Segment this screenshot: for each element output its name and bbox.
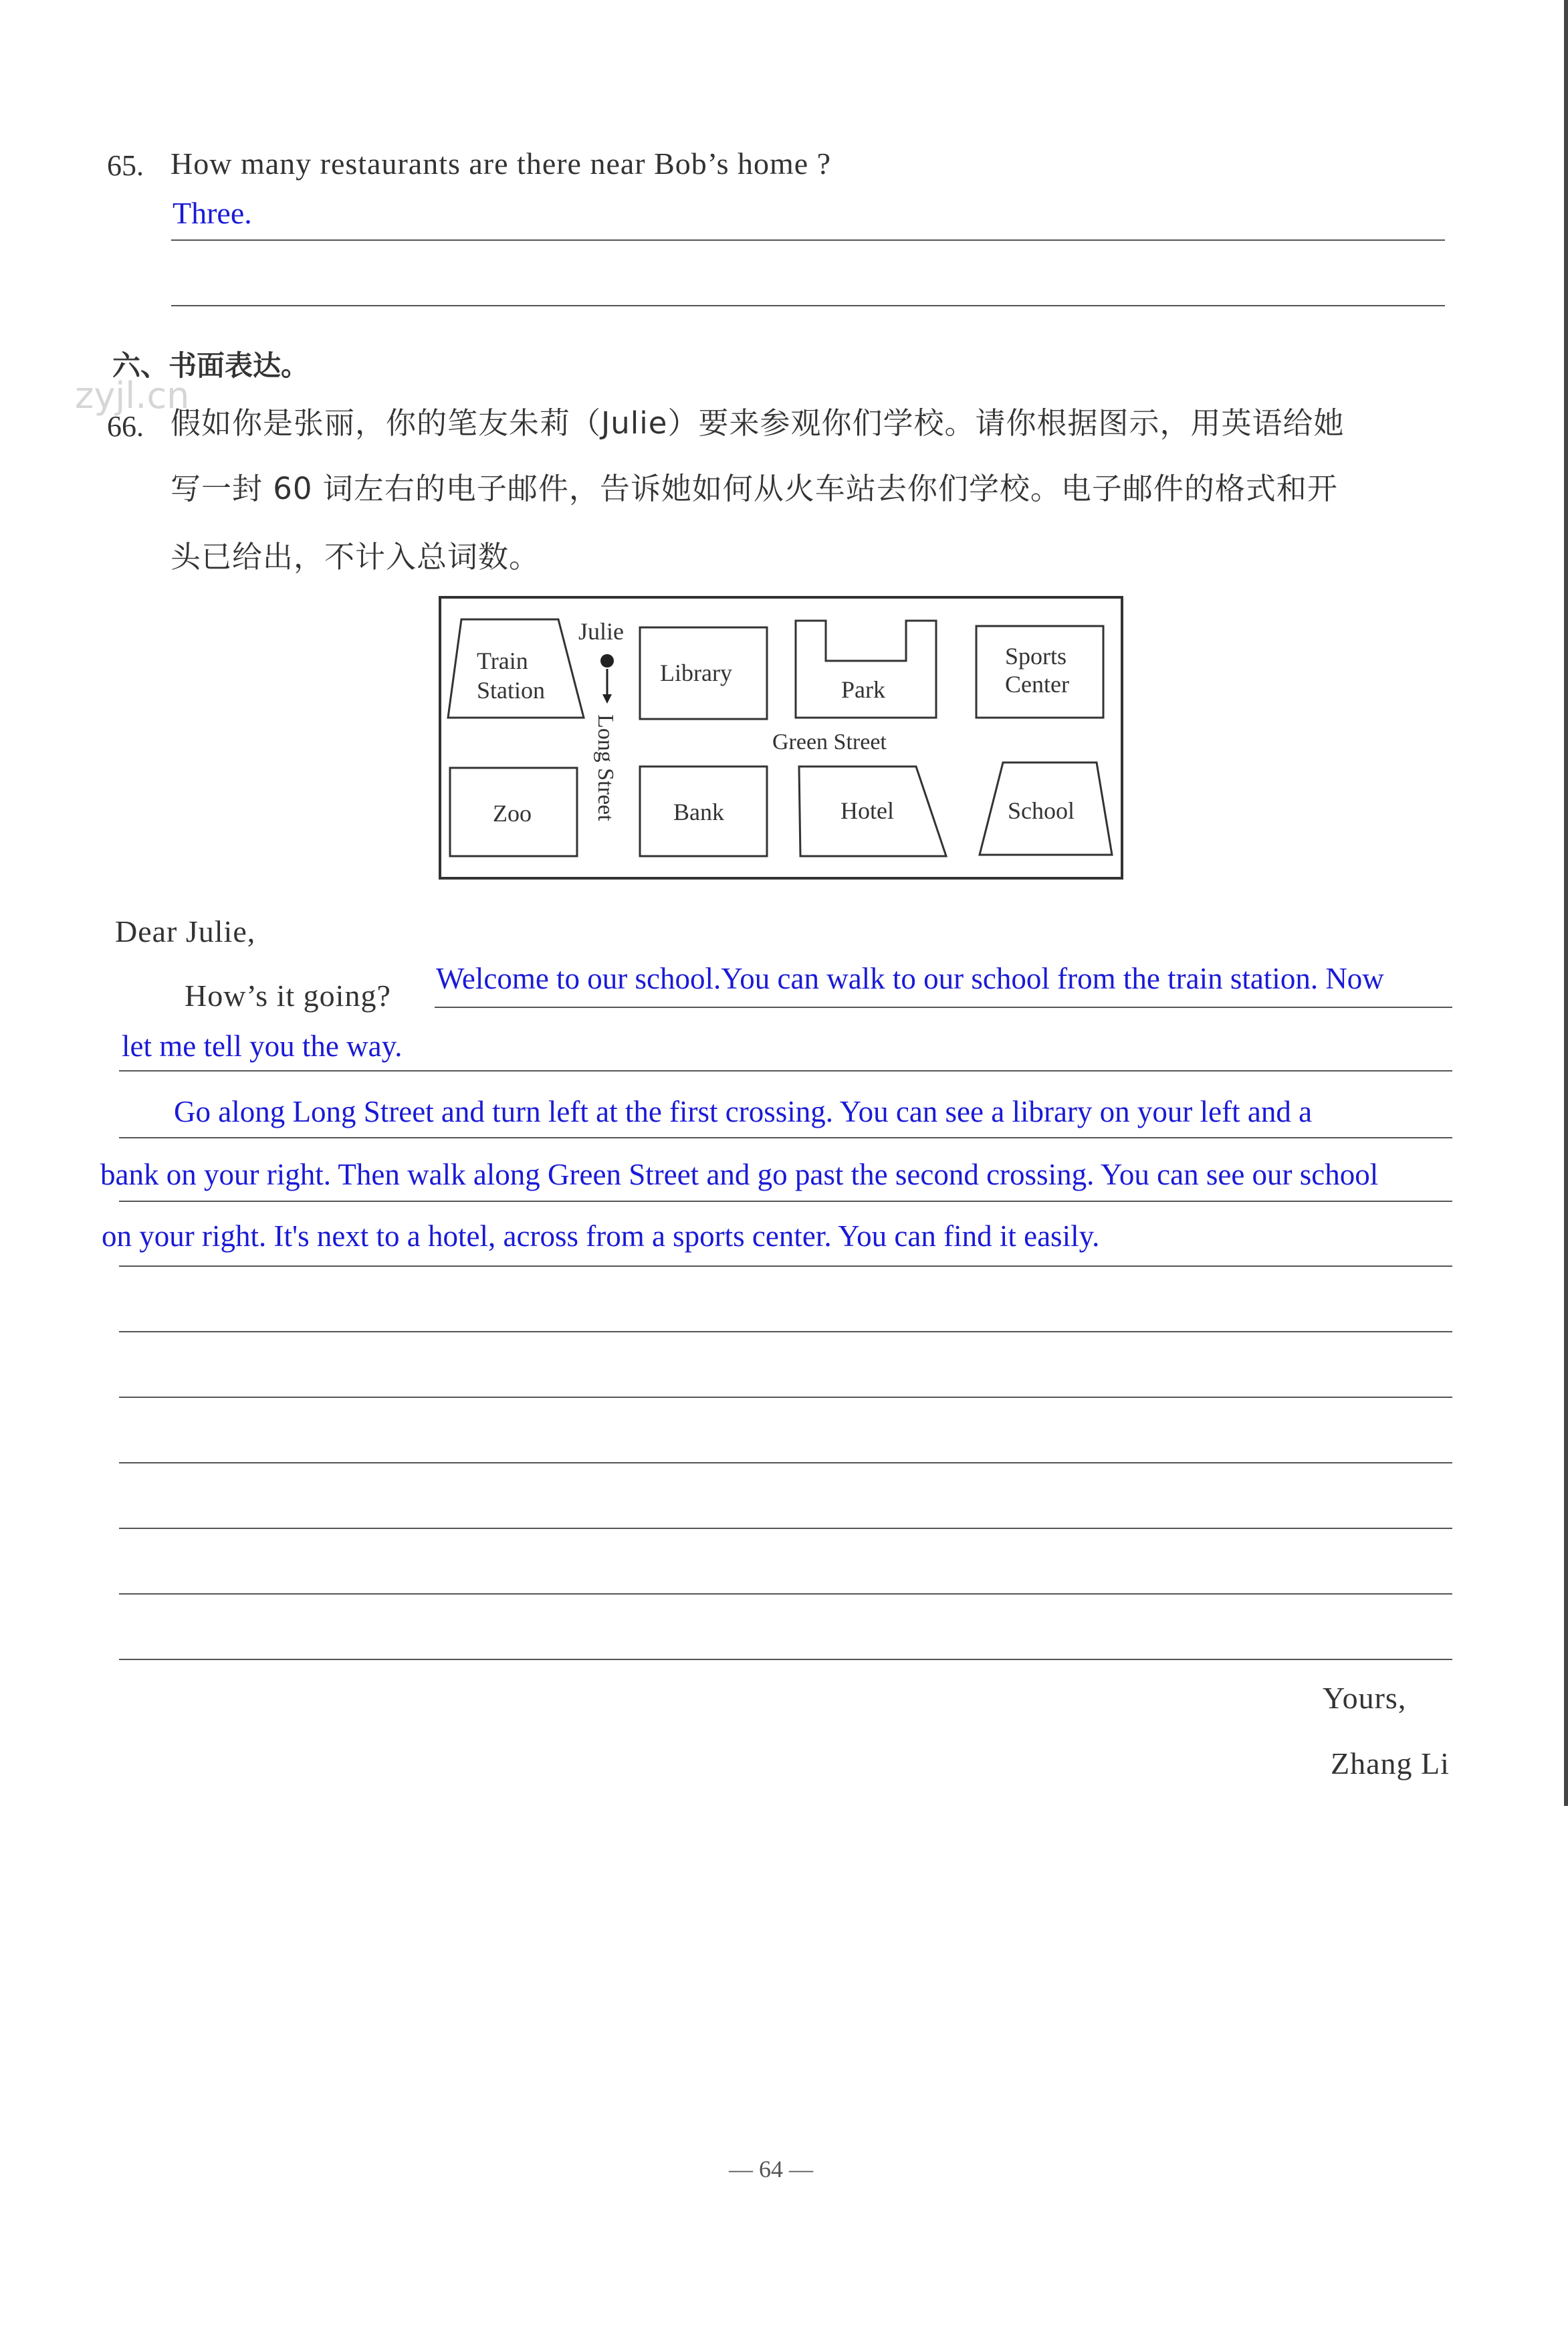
school-label: School	[1008, 797, 1075, 824]
library-label: Library	[660, 659, 732, 686]
section-heading: 六、书面表达。	[112, 349, 310, 382]
writing-line	[119, 1265, 1452, 1267]
email-closing: Yours,	[1323, 1681, 1407, 1715]
question-66-line3: 头已给出，不计入总词数。	[171, 539, 540, 575]
question-66-number: 66.	[107, 410, 144, 443]
hotel-label: Hotel	[841, 797, 894, 824]
park-shape	[796, 621, 936, 718]
email-answer-line-3: Go along Long Street and turn left at the first crossing. You can see a library on your left and a	[174, 1095, 1313, 1128]
writing-line	[119, 1201, 1452, 1202]
writing-line	[119, 1593, 1452, 1595]
train-station-label-2: Station	[477, 677, 546, 704]
julie-dot	[600, 654, 614, 668]
question-66-line1: 假如你是张丽，你的笔友朱莉（Julie）要来参观你们学校。请你根据图示，用英语给她	[171, 405, 1345, 441]
question-65-number: 65.	[107, 149, 144, 182]
question-65-answer: Three.	[173, 196, 252, 230]
email-signature: Zhang Li	[1331, 1746, 1450, 1780]
bank-label: Bank	[673, 799, 724, 825]
sports-center-label-1: Sports	[1005, 643, 1067, 670]
route-map	[438, 594, 1127, 882]
email-answer-line-1: Welcome to our school.You can walk to our school from the train station. Now	[436, 962, 1384, 995]
watermark: zyjl.cn	[75, 375, 190, 417]
question-66-line2: 写一封 60 词左右的电子邮件，告诉她如何从火车站去你们学校。电子邮件的格式和开	[171, 471, 1338, 506]
writing-line	[119, 1528, 1452, 1529]
long-street-label: Long Street	[593, 714, 618, 821]
email-greeting: Dear Julie,	[115, 914, 256, 948]
arrow-icon	[602, 694, 612, 704]
green-street-label: Green Street	[772, 730, 887, 754]
email-answer-line-5: on your right. It's next to a hotel, across from a sports center. You can find it easily.	[102, 1219, 1100, 1253]
writing-line	[119, 1397, 1452, 1398]
answer-line	[171, 239, 1445, 241]
writing-line	[119, 1137, 1452, 1138]
question-65-text: How many restaurants are there near Bob’s home ?	[171, 146, 832, 181]
answer-line	[171, 305, 1445, 306]
email-answer-line-4: bank on your right. Then walk along Green Street and go past the second crossing. You can see our school	[100, 1158, 1379, 1191]
sports-center-label-2: Center	[1005, 671, 1069, 698]
page-edge	[1564, 0, 1568, 1806]
email-opening: How’s it going?	[185, 979, 391, 1013]
julie-label: Julie	[578, 618, 624, 645]
email-answer-line-2: let me tell you the way.	[122, 1029, 403, 1063]
train-station-label-1: Train	[477, 647, 528, 674]
page-number: — 64 —	[729, 2156, 813, 2182]
writing-line	[435, 1007, 1452, 1008]
writing-line	[119, 1462, 1452, 1463]
zoo-label: Zoo	[493, 800, 532, 827]
writing-line	[119, 1070, 1452, 1072]
writing-line	[119, 1659, 1452, 1660]
park-label: Park	[841, 676, 885, 703]
writing-line	[119, 1331, 1452, 1332]
